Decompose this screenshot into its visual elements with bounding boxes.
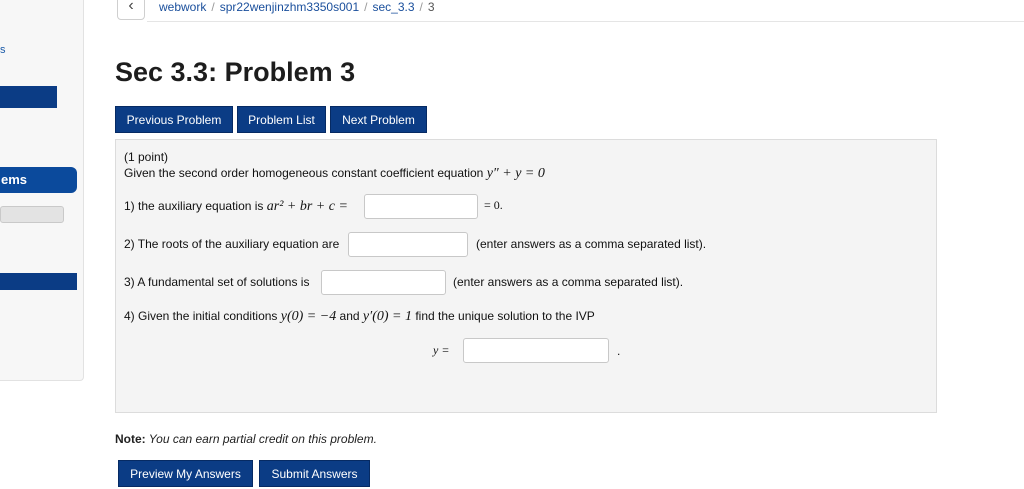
part4-condition-1: y(0) = −4 xyxy=(280,309,337,324)
problem-intro xyxy=(124,166,545,182)
sidebar-partial-text[interactable]: s xyxy=(0,44,6,56)
sidebar xyxy=(0,0,84,381)
previous-problem-button[interactable]: Previous Problem xyxy=(115,106,233,133)
part4-condition-2: y′(0) = 1 xyxy=(362,309,412,324)
breadcrumb-webwork[interactable]: webwork xyxy=(159,0,207,14)
chevron-left-icon: ‹ xyxy=(128,0,134,14)
page-title: Sec 3.3: Problem 3 xyxy=(115,57,356,87)
breadcrumb-separator: / xyxy=(211,0,215,14)
back-button[interactable] xyxy=(117,0,145,20)
problem-points: (1 point) xyxy=(124,150,169,164)
sidebar-item-label: ems xyxy=(1,172,28,187)
breadcrumb xyxy=(159,0,435,14)
fundamental-set-input[interactable] xyxy=(321,270,446,295)
part3-hint: (enter answers as a comma separated list). xyxy=(453,275,684,289)
part3-label: 3) A fundamental set of solutions is xyxy=(124,275,310,289)
part2-label: 2) The roots of the auxiliary equation are xyxy=(124,237,340,251)
breadcrumb-course[interactable]: spr22wenjinzhm3350s001 xyxy=(219,0,360,14)
part4-and: and xyxy=(339,309,360,323)
roots-input[interactable] xyxy=(348,232,468,257)
note-text: You can earn partial credit on this problem. xyxy=(148,432,377,446)
part4-prefix: 4) Given the initial conditions xyxy=(124,309,278,323)
part4-period: . xyxy=(617,344,621,358)
note xyxy=(115,432,377,446)
sidebar-item-problems[interactable] xyxy=(0,167,77,193)
solution-input[interactable] xyxy=(463,338,609,363)
breadcrumb-problem: 3 xyxy=(427,0,435,14)
part4-suffix: find the unique solution to the IVP xyxy=(415,309,595,323)
auxiliary-equation-input[interactable] xyxy=(364,194,478,219)
submit-answers-button[interactable]: Submit Answers xyxy=(259,460,370,487)
breadcrumb-divider xyxy=(147,21,1024,22)
breadcrumb-separator: / xyxy=(364,0,368,14)
part1-suffix: = 0. xyxy=(484,198,503,212)
part2-hint: (enter answers as a comma separated list). xyxy=(476,237,707,251)
breadcrumb-separator: / xyxy=(419,0,423,14)
problem-box xyxy=(115,139,937,413)
part4-answer-label: y = xyxy=(433,343,450,357)
part1-expression: ar² + br + c = xyxy=(266,199,348,214)
problem-equation: y″ + y = 0 xyxy=(486,166,545,181)
part4-text xyxy=(124,309,595,325)
breadcrumb-set[interactable]: sec_3.3 xyxy=(372,0,415,14)
problem-list-button[interactable]: Problem List xyxy=(237,106,326,133)
part1-label xyxy=(124,199,348,215)
next-problem-button[interactable]: Next Problem xyxy=(330,106,427,133)
preview-answers-button[interactable]: Preview My Answers xyxy=(118,460,253,487)
sidebar-highlight-bar[interactable] xyxy=(0,273,77,290)
problem-intro-text: Given the second order homogeneous constant coefficient equation xyxy=(124,166,484,180)
note-label: Note: xyxy=(115,432,146,446)
part1-text: 1) the auxiliary equation is xyxy=(124,199,264,213)
sidebar-progress-bar xyxy=(0,206,64,223)
sidebar-active-bar[interactable] xyxy=(0,86,57,108)
